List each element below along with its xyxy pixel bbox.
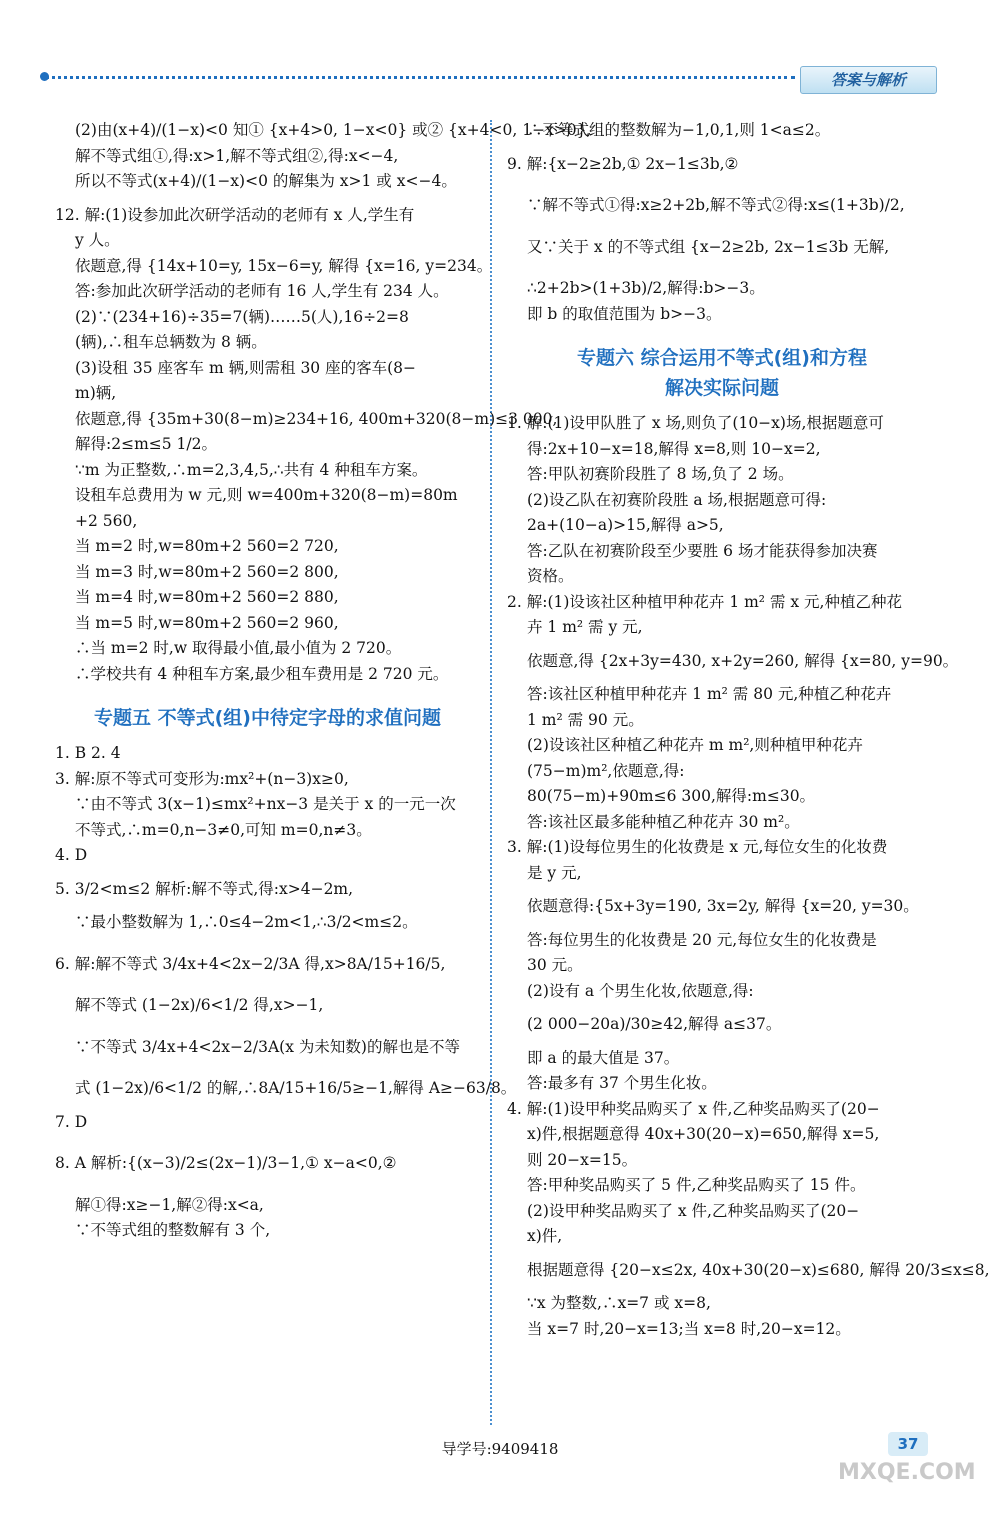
- text-line: 所以不等式(x+4)/(1−x)<0 的解集为 x>1 或 x<−4。: [75, 172, 457, 190]
- text-line: 1. B 2. 4: [55, 744, 121, 762]
- text-line: 3. 解:原不等式可变形为:mx²+(n−3)x≥0,: [55, 769, 349, 788]
- text-line: 4. 解:(1)设甲种奖品购买了 x 件,乙种奖品购买了(20−: [507, 1099, 880, 1118]
- text-line: 1. 解:(1)设甲队胜了 x 场,则负了(10−x)场,根据题意可: [507, 414, 884, 432]
- column-separator: [490, 120, 492, 1425]
- text-line: 9. 解:{x−2≥2b,① 2x−1≤3b,②: [507, 154, 739, 173]
- text-line: 5. 3/2<m≤2 解析:解不等式,得:x>4−2m,: [55, 879, 354, 898]
- text-line: 12. 解:(1)设参加此次研学活动的老师有 x 人,学生有: [55, 205, 415, 224]
- text-line: (2 000−20a)/30≥42,解得 a≤37。: [527, 1015, 782, 1033]
- text-line: x)件,: [527, 1227, 563, 1245]
- text-line: 依题意,得 {14x+10=y, 15x−6=y, 解得 {x=16, y=234。: [75, 256, 493, 275]
- text-line: ∴当 m=2 时,w 取得最小值,最小值为 2 720。: [75, 639, 402, 657]
- right-column: [507, 118, 990, 1342]
- text-line: ∴2+2b>(1+3b)/2,解得:b>−3。: [527, 279, 765, 297]
- text-line: 2a+(10−a)>15,解得 a>5,: [527, 516, 724, 534]
- text-line: 答:该社区最多能种植乙种花卉 30 m²。: [527, 812, 800, 831]
- text-line: ∵不等式组的整数解有 3 个,: [75, 1221, 271, 1239]
- text-line: x)件,根据题意得 40x+30(20−x)=650,解得 x=5,: [527, 1125, 880, 1143]
- text-line: 当 m=4 时,w=80m+2 560=2 880,: [75, 588, 339, 606]
- text-line: 是 y 元,: [527, 863, 582, 882]
- text-line: 6. 解:解不等式 3/4x+4<2x−2/3A 得,x>8A/15+16/5,: [55, 954, 446, 973]
- text-line: 答:乙队在初赛阶段至少要胜 6 场才能获得参加决赛: [527, 541, 878, 560]
- watermark: MXQE.COM: [838, 1460, 976, 1485]
- text-line: 2. 解:(1)设该社区种植甲种花卉 1 m² 需 x 元,种植乙种花: [507, 592, 902, 611]
- header-tag: 答案与解析: [800, 66, 937, 94]
- text-line: 不等式,∴m=0,n−3≠0,可知 m=0,n≠3。: [75, 820, 372, 839]
- text-line: (2)设乙队在初赛阶段胜 a 场,根据题意可得:: [527, 490, 827, 509]
- text-line: 4. D: [55, 846, 88, 864]
- text-line: 当 m=3 时,w=80m+2 560=2 800,: [75, 562, 339, 581]
- text-line: 又∵关于 x 的不等式组 {x−2≥2b, 2x−1≤3b 无解,: [527, 237, 890, 256]
- text-line: ∴不等式组的整数解为−1,0,1,则 1<a≤2。: [527, 121, 831, 139]
- text-line: 答:最多有 37 个男生化妆。: [527, 1074, 717, 1092]
- text-line: 答:甲队初赛阶段胜了 8 场,负了 2 场。: [527, 465, 794, 483]
- text-line: 当 x=7 时,20−x=13;当 x=8 时,20−x=12。: [527, 1319, 851, 1338]
- text-line: 即 b 的取值范围为 b>−3。: [527, 304, 722, 323]
- text-line: 式 (1−2x)/6<1/2 的解,∴8A/15+16/5≥−1,解得 A≥−63/8。: [75, 1079, 517, 1097]
- text-line: 解①得:x≥−1,解②得:x<a,: [75, 1195, 264, 1214]
- text-line: 答:甲种奖品购买了 5 件,乙种奖品购买了 15 件。: [527, 1176, 866, 1194]
- text-line: 3. 解:(1)设每位男生的化妆费是 x 元,每位女生的化妆费: [507, 838, 888, 856]
- text-line: (2)由(x+4)/(1−x)<0 知① {x+4>0, 1−x<0} 或② {x+4<0, 1−x>0},: [75, 121, 592, 139]
- text-line: 7. D: [55, 1112, 88, 1131]
- text-line: (辆),∴租车总辆数为 8 辆。: [75, 333, 267, 351]
- text-line: (2)设该社区种植乙种花卉 m m²,则种植甲种花卉: [527, 736, 863, 754]
- page-number: 37: [888, 1432, 928, 1456]
- text-line: ∵m 为正整数,∴m=2,3,4,5,∴共有 4 种租车方案。: [75, 460, 428, 479]
- text-line: +2 560,: [75, 511, 138, 530]
- text-line: 卉 1 m² 需 y 元,: [527, 618, 643, 636]
- text-line: 依题意得:{5x+3y=190, 3x=2y, 解得 {x=20, y=30。: [527, 897, 919, 915]
- text-line: (75−m)m²,依题意,得:: [527, 761, 685, 780]
- text-line: 答:每位男生的化妆费是 20 元,每位女生的化妆费是: [527, 930, 877, 949]
- text-line: 依题意,得 {35m+30(8−m)≥234+16, 400m+320(8−m)≤3 000,: [75, 409, 558, 428]
- text-line: (3)设租 35 座客车 m 辆,则需租 30 座的客车(8−: [75, 358, 416, 377]
- text-line: 即 a 的最大值是 37。: [527, 1048, 680, 1067]
- section-heading-6: 专题六 综合运用不等式(组)和方程: [577, 347, 867, 369]
- text-line: 设租车总费用为 w 元,则 w=400m+320(8−m)=80m: [75, 486, 458, 504]
- text-line: 解不等式 (1−2x)/6<1/2 得,x>−1,: [75, 996, 324, 1014]
- text-line: 当 m=2 时,w=80m+2 560=2 720,: [75, 537, 339, 555]
- section-heading-6-line2: 解决实际问题: [664, 377, 779, 399]
- text-line: ∵x 为整数,∴x=7 或 x=8,: [527, 1294, 711, 1312]
- text-line: 资格。: [527, 567, 574, 585]
- text-line: 答:该社区种植甲种花卉 1 m² 需 80 元,种植乙种花卉: [527, 685, 892, 703]
- text-line: 8. A 解析:{(x−3)/2≤(2x−1)/3−1,① x−a<0,②: [55, 1154, 397, 1172]
- text-line: ∴学校共有 4 种租车方案,最少租车费用是 2 720 元。: [75, 664, 449, 683]
- text-line: 80(75−m)+90m≤6 300,解得:m≤30。: [527, 787, 816, 805]
- text-line: m)辆,: [75, 384, 117, 402]
- text-line: y 人。: [75, 231, 120, 249]
- header-rule: [45, 76, 795, 79]
- text-line: ∵解不等式①得:x≥2+2b,解不等式②得:x≤(1+3b)/2,: [527, 196, 905, 214]
- section-heading-5: 专题五 不等式(组)中待定字母的求值问题: [94, 707, 441, 729]
- footer-code: 导学号:9409418: [441, 1440, 559, 1458]
- text-line: 根据题意得 {20−x≤2x, 40x+30(20−x)≤680, 解得 20/3≤x≤8,: [527, 1260, 990, 1279]
- text-line: ∵不等式 3/4x+4<2x−2/3A(x 为未知数)的解也是不等: [75, 1037, 460, 1056]
- text-line: 得:2x+10−x=18,解得 x=8,则 10−x=2,: [527, 439, 821, 458]
- text-line: ∵最小整数解为 1,∴0≤4−2m<1,∴3/2<m≤2。: [75, 913, 418, 931]
- text-line: 解不等式组①,得:x>1,解不等式组②,得:x<−4,: [75, 146, 399, 165]
- text-line: 则 20−x=15。: [527, 1150, 638, 1169]
- text-line: 解得:2≤m≤5 1/2。: [75, 435, 217, 453]
- text-line: 答:参加此次研学活动的老师有 16 人,学生有 234 人。: [75, 282, 449, 300]
- text-line: (2)设甲种奖品购买了 x 件,乙种奖品购买了(20−: [527, 1201, 860, 1220]
- text-line: 1 m² 需 90 元。: [527, 710, 644, 729]
- text-line: 依题意,得 {2x+3y=430, x+2y=260, 解得 {x=80, y=90。: [527, 651, 959, 670]
- text-line: (2)∵(234+16)÷35=7(辆)……5(人),16÷2=8: [75, 307, 409, 326]
- text-line: (2)设有 a 个男生化妆,依题意,得:: [527, 981, 754, 1000]
- text-line: ∵由不等式 3(x−1)≤mx²+nx−3 是关于 x 的一元一次: [75, 795, 456, 813]
- text-line: 当 m=5 时,w=80m+2 560=2 960,: [75, 613, 339, 632]
- text-line: 30 元。: [527, 956, 583, 974]
